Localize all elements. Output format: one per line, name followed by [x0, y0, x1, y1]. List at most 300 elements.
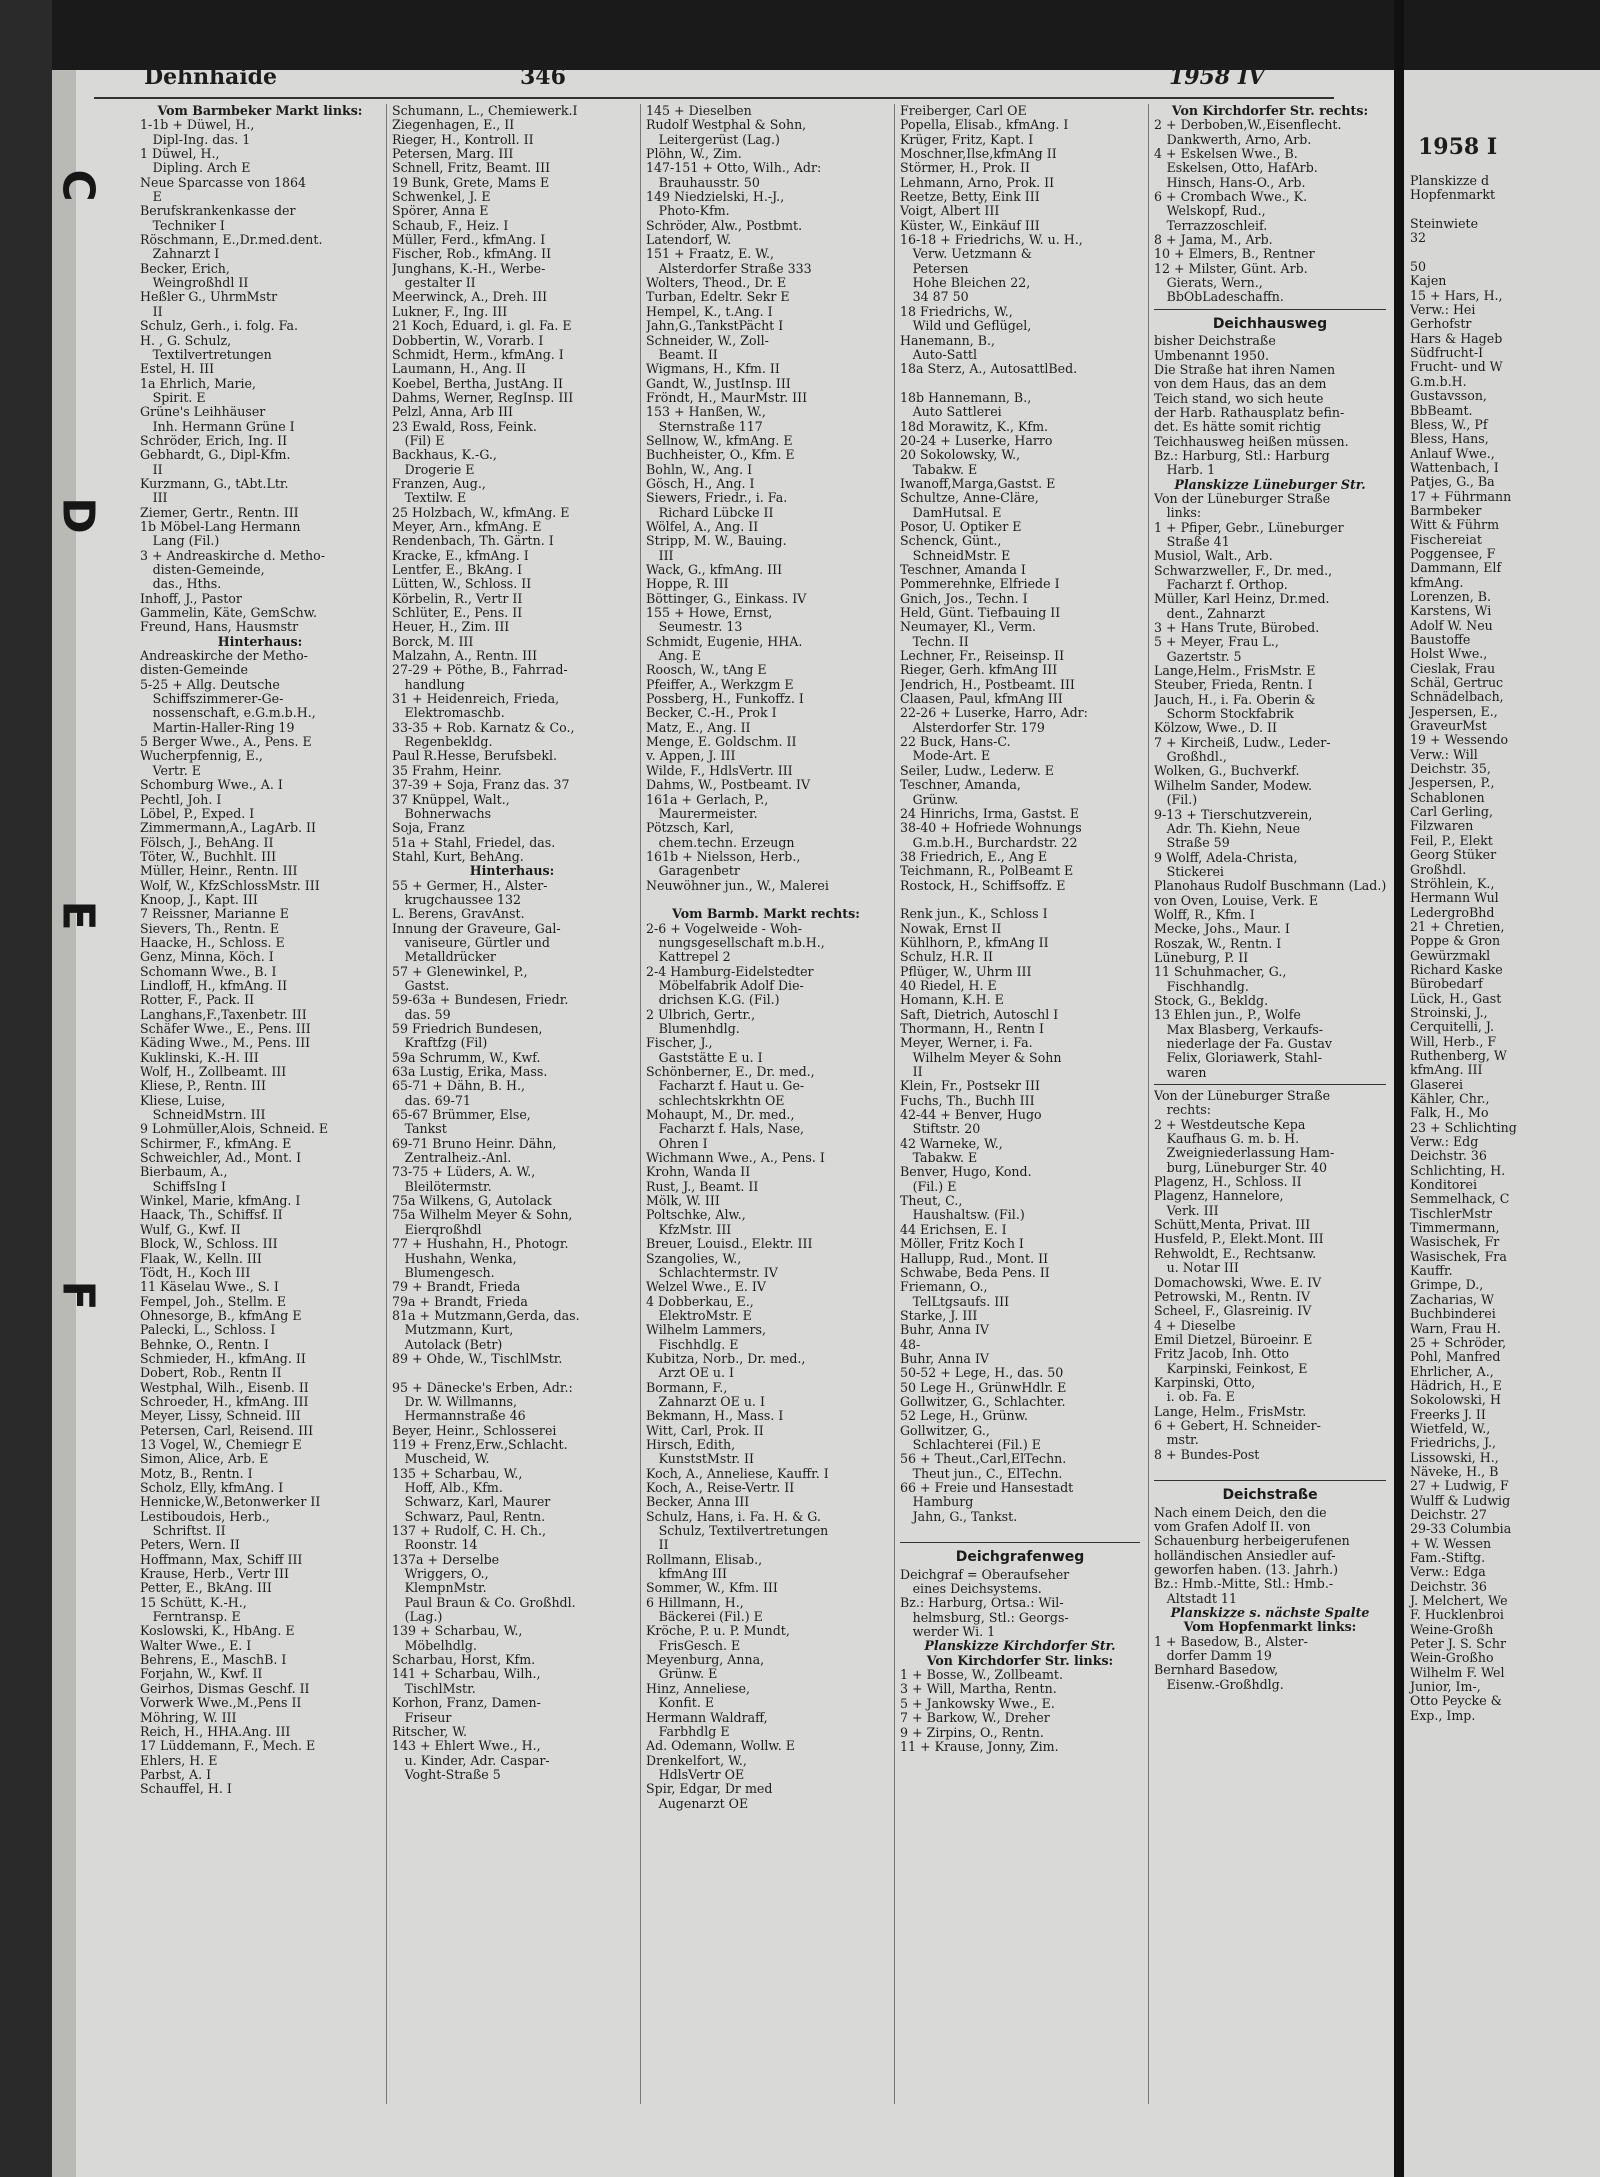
directory-entry: Schwarz, Karl, Maurer [392, 1495, 551, 1510]
directory-entry: Friseur [392, 1710, 452, 1725]
next-page-entry: Schablonen [1410, 789, 1485, 805]
directory-entry: Wucherpfennig, E., [140, 749, 263, 764]
directory-entry: 18d Morawitz, K., Kfm. [900, 419, 1049, 434]
directory-entry: Berufskrankenkasse der [140, 204, 296, 219]
directory-entry: Geirhos, Dismas Geschf. II [140, 1681, 310, 1696]
next-page-entry: Planskizze d [1410, 173, 1490, 188]
directory-entry: Deichgraf = Oberaufseher [900, 1567, 1070, 1582]
directory-entry: Grünw. E [646, 1667, 718, 1682]
book-gutter [1394, 0, 1404, 2177]
directory-entry: Wolff, R., Kfm. I [1154, 907, 1255, 922]
directory-entry: der Harb. Rathausplatz befin- [1154, 405, 1345, 420]
directory-entry: 3 + Hans Trute, Bürobed. [1154, 621, 1320, 636]
directory-entry: Schulz, H.R. II [900, 950, 993, 965]
directory-entry: Breuer, Louisd., Elektr. III [646, 1237, 813, 1252]
directory-entry: 79 + Brandt, Frieda [392, 1280, 521, 1295]
next-page-entry: Steinwiete [1410, 216, 1479, 232]
directory-entry: Mölk, W. III [646, 1194, 720, 1209]
directory-entry: Ferntransp. E [140, 1610, 241, 1625]
directory-entry: 13 Ehlen jun., P., Wolfe [1154, 1008, 1301, 1023]
next-page-entry: Otto Peycke & [1410, 1693, 1502, 1709]
directory-entry: Held, Günt. Tiefbauing II [900, 606, 1061, 621]
directory-entry: 20 Sokolowsky, W., [900, 448, 1021, 463]
directory-entry: Flaak, W., Kelln. III [140, 1251, 262, 1266]
directory-entry: Schmidt, Herm., kfmAng. I [392, 347, 564, 362]
directory-entry: 9 Wolff, Adela-Christa, [1154, 850, 1298, 865]
next-page-entry: Näveke, H., B [1410, 1463, 1499, 1479]
directory-entry: Lange,Helm., FrisMstr. E [1154, 664, 1316, 679]
directory-entry: Schaub, F., Heiz. I [392, 218, 509, 233]
next-page-entry: Poggensee, F [1410, 545, 1496, 561]
directory-entry: i. ob. Fa. E [1154, 1390, 1235, 1405]
street-section-title: Deichhausweg [1212, 315, 1328, 332]
directory-entry: Lukner, F., Ing. III [392, 304, 508, 319]
directory-entry: Hinterhaus: [217, 634, 303, 649]
directory-entry: 95 + Dänecke's Erben, Adr.: [392, 1380, 573, 1395]
directory-entry: Palecki, L., Schloss. I [140, 1323, 276, 1338]
directory-entry: Freiberger, Carl OE [900, 104, 1027, 118]
directory-entry: Domachowski, Wwe. E. IV [1154, 1275, 1322, 1290]
directory-entry: Koch, A., Anneliese, Kauffr. I [646, 1466, 829, 1481]
directory-entry: Becker, Erich, [140, 261, 230, 276]
directory-entry: Voigt, Albert III [900, 204, 1000, 219]
directory-entry: Blumenhdlg. [646, 1022, 740, 1036]
next-page-entry: Gewürzmakl [1410, 947, 1491, 963]
directory-entry: Petersen, Carl, Reisend. III [140, 1423, 314, 1438]
next-page-entry: Fischereiat [1410, 531, 1482, 547]
directory-entry: niederlage der Fa. Gustav [1154, 1037, 1333, 1051]
directory-entry: Genz, Minna, Köch. I [140, 950, 274, 965]
directory-entry: Farbhdlg E [646, 1724, 730, 1739]
directory-entry: Hermann Waldraff, [646, 1710, 768, 1725]
next-page-entry: LedergroBhd [1410, 904, 1495, 920]
directory-entry: Hirsch, Edith, [646, 1437, 736, 1452]
directory-entry: 65-71 + Dähn, B. H., [392, 1079, 525, 1094]
directory-entry: Franzen, Aug., [392, 476, 486, 491]
directory-entry: Knoop, J., Kapt. III [140, 892, 258, 907]
directory-entry: Gösch, H., Ang. I [646, 476, 755, 491]
next-page-entry: Hopfenmarkt [1410, 187, 1496, 203]
directory-entry: Terrazzoschleif. [1154, 218, 1268, 233]
directory-entry: Krohn, Wanda II [646, 1165, 751, 1180]
directory-entry: Roosch, W., tAng E [646, 663, 767, 678]
directory-entry: Schlachterei (Fil.) E [900, 1437, 1041, 1452]
directory-entry: 27-29 + Pöthe, B., Fahrrad- [392, 663, 568, 678]
next-page [1404, 70, 1600, 2177]
directory-entry: Wilhelm Lammers, [646, 1323, 767, 1338]
next-page-entry: BbBeamt. [1410, 402, 1473, 418]
directory-entry: Wolters, Theod., Dr. E [646, 276, 787, 291]
directory-entry: 155 + Howe, Ernst, [646, 606, 773, 621]
directory-entry: Eierqroßhdl [392, 1222, 482, 1237]
directory-entry: 38-40 + Hofriede Wohnungs [900, 821, 1082, 836]
directory-entry: Fröndt, H., MaurMstr. III [646, 390, 808, 405]
directory-entry: Gollwitzer, G., [900, 1423, 990, 1438]
directory-entry: Buchheister, O., Kfm. E [646, 448, 795, 463]
directory-entry: Wigmans, H., Kfm. II [646, 362, 780, 377]
directory-entry: ElektroMstr. E [646, 1308, 752, 1323]
directory-entry: Vom Barmb. Markt rechts: [672, 907, 860, 922]
next-page-entry: Schlichting, H. [1410, 1162, 1506, 1178]
next-page-entry: Wasischek, Fra [1410, 1248, 1507, 1264]
directory-entry: 145 + Dieselben [646, 104, 752, 118]
next-page-entry: Stroinski, J., [1410, 1004, 1488, 1020]
directory-column-3 [646, 104, 886, 1811]
next-page-entry: Kähler, Chr., [1410, 1091, 1490, 1106]
directory-entry: Wriggers, O., [392, 1567, 489, 1582]
directory-entry: Wilhelm Meyer & Sohn [900, 1050, 1062, 1065]
directory-entry: 18b Hannemann, B., [900, 390, 1032, 405]
directory-entry: BbObLadeschaffn. [1154, 290, 1284, 305]
column-divider [386, 104, 387, 2104]
directory-entry: Ad. Odemann, Wollw. E [646, 1739, 795, 1754]
next-page-header: 1958 I [1418, 134, 1498, 160]
directory-entry: 42-44 + Benver, Hugo [900, 1108, 1042, 1123]
directory-entry: Wolken, G., Buchverkf. [1154, 764, 1300, 779]
directory-entry: Von Kirchdorfer Str. rechts: [1171, 104, 1369, 118]
next-page-entry: Richard Kaske [1410, 961, 1503, 977]
directory-entry: Kliese, Luise, [140, 1093, 226, 1108]
directory-entry: Planohaus Rudolf Buschmann (Lad.) [1154, 879, 1386, 894]
directory-entry: Hinterhaus: [469, 864, 555, 879]
directory-entry: 18 Friedrichs, W., [900, 304, 1013, 319]
directory-entry: Auto-Sattl [900, 347, 977, 362]
directory-entry: Straße 59 [1154, 836, 1230, 851]
directory-entry: Kurzmann, G., tAbt.Ltr. [140, 476, 289, 491]
directory-entry: Sternstraße 117 [646, 419, 763, 434]
directory-entry: Gaststätte E u. I [646, 1050, 763, 1065]
directory-entry: Reetze, Betty, Eink III [900, 190, 1040, 205]
directory-entry: Homann, K.H. E [900, 993, 1004, 1008]
directory-entry: Von der Lüneburger Straße [1154, 491, 1331, 506]
next-page-entry: Jespersen, E., [1410, 703, 1498, 719]
directory-entry: Buhr, Anna IV [900, 1351, 990, 1366]
directory-entry: Kattrepel 2 [646, 950, 731, 965]
directory-entry: 33-35 + Rob. Karnatz & Co., [392, 720, 575, 735]
directory-entry: 6 + Gebert, H. Schneider- [1154, 1418, 1321, 1433]
next-page-entry: Schäl, Gertruc [1410, 675, 1504, 691]
map-reference: Planskizze Lüneburger Str. [1174, 477, 1366, 492]
directory-entry: bisher Deichstraße [1154, 334, 1276, 349]
directory-entry: Möbelhdlg. [392, 1638, 477, 1653]
directory-entry: 59 Friedrich Bundesen, [392, 1022, 543, 1036]
directory-entry: Popella, Elisab., kfmAng. I [900, 118, 1069, 133]
directory-entry: Ehlers, H. E [140, 1753, 218, 1768]
directory-entry: Bierbaum, A., [140, 1165, 228, 1180]
directory-entry: Müller, Ferd., kfmAng. I [392, 233, 546, 248]
directory-entry [646, 893, 886, 907]
directory-entry: kfmAng III [646, 1567, 728, 1582]
next-page-entry: Patjes, G., Ba [1410, 474, 1495, 490]
directory-entry: Rust, J., Beamt. II [646, 1179, 759, 1194]
directory-entry: vom Grafen Adolf II. von [1154, 1520, 1311, 1534]
directory-entry: 50-52 + Lege, H., das. 50 [900, 1366, 1064, 1381]
directory-entry: Bz.: Hmb.-Mitte, Stl.: Hmb.- [1154, 1577, 1334, 1592]
directory-entry: Hinz, Anneliese, [646, 1681, 750, 1696]
directory-entry: Sievers, Th., Rentn. E [140, 921, 280, 936]
directory-entry: Neuwöhner jun., W., Malerei [646, 878, 829, 893]
directory-entry: Theut jun., C., ElTechn. [900, 1466, 1063, 1481]
directory-entry: Kühlhorn, P., kfmAng II [900, 935, 1049, 950]
directory-entry: Vertr. E [140, 763, 201, 778]
directory-entry: 1b Möbel-Lang Hermann [140, 519, 301, 534]
directory-entry: Wilhelm Sander, Modew. [1154, 778, 1312, 793]
directory-entry: 153 + Hanßen, W., [646, 405, 766, 420]
directory-entry: Mutzmann, Kurt, [392, 1323, 514, 1338]
directory-entry: Textilw. E [392, 491, 467, 506]
directory-entry: Scheel, F., Glasreinig. IV [1154, 1304, 1312, 1319]
directory-entry: Friemann, O., [900, 1280, 988, 1295]
directory-entry: Bz.: Harburg, Stl.: Harburg [1154, 448, 1330, 463]
directory-entry: Bekmann, H., Mass. I [646, 1409, 784, 1424]
directory-entry: 2-6 + Vogelweide - Woh- [646, 921, 802, 936]
directory-entry: Schenck, Günt., [900, 534, 1002, 549]
directory-entry: Renk jun., K., Schloss I [900, 907, 1048, 922]
directory-entry: Starke, J. III [900, 1308, 978, 1323]
directory-entry: Dahms, Werner, RegInsp. III [392, 390, 574, 405]
directory-entry [900, 1524, 1140, 1538]
directory-entry: Lange, Helm., FrisMstr. [1154, 1404, 1307, 1419]
directory-entry: Garagenbetr [646, 864, 740, 879]
directory-entry: 19 Bunk, Grete, Mams E [392, 175, 550, 190]
directory-entry: 35 Frahm, Heinr. [392, 763, 502, 778]
directory-entry: Schwabe, Beda Pens. II [900, 1265, 1050, 1280]
directory-column-5 [1154, 104, 1386, 1692]
directory-entry: von dem Haus, das an dem [1154, 377, 1327, 392]
side-tab-strip [52, 70, 76, 2177]
next-page-entry: Deichstr. 36 [1410, 1148, 1487, 1164]
directory-entry: Plöhn, W., Zim. [646, 147, 742, 162]
directory-entry: Becker, Anna III [646, 1495, 750, 1510]
directory-entry: Schönberner, E., Dr. med., [646, 1065, 815, 1080]
directory-entry: Meyer, Werner, i. Fa. [900, 1036, 1033, 1051]
column-divider [640, 104, 641, 2104]
directory-entry: Beyer, Heinr., Schlosserei [392, 1423, 557, 1438]
directory-entry: Schroeder, H., kfmAng. III [140, 1394, 309, 1409]
directory-entry: Töter, W., Buchhlt. III [140, 849, 277, 864]
directory-entry: Hoppe, R. III [646, 577, 729, 592]
directory-entry: Schirmer, F., kfmAng. E [140, 1136, 292, 1151]
directory-entry: nossenschaft, e.G.m.b.H., [140, 706, 316, 721]
directory-entry: Alsterdorfer Straße 333 [646, 261, 812, 276]
next-page-entry: Warn, Frau H. [1410, 1320, 1501, 1336]
directory-entry: 9-13 + Tierschutzverein, [1154, 807, 1313, 822]
directory-entry: Walter Wwe., E. I [140, 1638, 252, 1653]
directory-entry: 31 + Heidenreich, Frieda, [392, 692, 560, 707]
directory-entry: Wölfel, A., Ang. II [646, 519, 759, 534]
directory-entry: Straße 41 [1154, 534, 1230, 549]
directory-entry: Sommer, W., Kfm. III [646, 1581, 778, 1596]
directory-entry: Ziemer, Gertr., Rentn. III [140, 505, 299, 520]
directory-entry: Mohaupt, M., Dr. med., [646, 1108, 795, 1123]
directory-entry: 137 + Rudolf, C. H. Ch., [392, 1524, 547, 1539]
next-page-entry: Junior, Im-, [1410, 1679, 1481, 1695]
directory-entry: 135 + Scharbau, W., [392, 1466, 523, 1481]
directory-entry: Gnich, Jos., Techn. I [900, 591, 1028, 606]
directory-entry: Estel, H. III [140, 362, 215, 377]
directory-entry: 1 + Pfiper, Gebr., Lüneburger [1154, 520, 1344, 535]
directory-entry: schlechtskrkhtn OE [646, 1093, 785, 1108]
directory-entry: chem.techn. Erzeugn [646, 835, 795, 850]
directory-entry: Gierats, Wern., [1154, 276, 1263, 291]
directory-entry: Zimmermann,A., LagArb. II [140, 821, 316, 836]
next-page-entry: Ehrlicher, A., [1410, 1363, 1494, 1379]
directory-entry: Gazertstr. 5 [1154, 649, 1242, 664]
directory-entry: Parbst, A. I [140, 1767, 212, 1782]
directory-entry: III [140, 491, 168, 506]
directory-entry: KfzMstr. III [646, 1222, 732, 1237]
directory-entry: Störmer, H., Prok. II [900, 161, 1030, 176]
directory-entry: Fischer, J., [646, 1036, 713, 1051]
directory-entry: Schulz, Hans, i. Fa. H. & G. [646, 1509, 821, 1524]
next-page-entry: Baustoffe [1410, 632, 1471, 647]
directory-entry: 151 + Fraatz, E. W., [646, 247, 775, 262]
directory-entry: KunststMstr. II [646, 1452, 755, 1467]
directory-entry: Welskopf, Rud., [1154, 204, 1266, 219]
directory-entry: Schomburg Wwe., A. I [140, 778, 283, 793]
directory-entry: Wulf, G., Kwf. II [140, 1222, 241, 1237]
directory-entry [1154, 1462, 1386, 1476]
directory-entry: Fritz Jacob, Inh. Otto [1154, 1347, 1289, 1362]
directory-entry: Block, W., Schloss. III [140, 1237, 278, 1252]
next-page-entry: Will, Herb., F [1410, 1033, 1497, 1049]
directory-entry: Stiftstr. 20 [900, 1122, 981, 1137]
directory-entry: Metalldrücker [392, 950, 496, 965]
directory-entry: Korhon, Franz, Damen- [392, 1696, 541, 1711]
next-page-entry: kfmAng. [1410, 574, 1464, 590]
directory-entry: Schulz, Gerh., i. folg. Fa. [140, 319, 298, 334]
directory-entry: Teichmann, R., PolBeamt E [900, 864, 1074, 879]
next-page-entry: Grimpe, D., [1410, 1277, 1484, 1293]
next-page-entry: Bless, Hans, [1410, 431, 1489, 447]
directory-entry: Malzahn, A., Rentn. III [392, 649, 538, 664]
next-page-entry: Anlauf Wwe., [1410, 445, 1495, 461]
directory-entry: 22-26 + Luserke, Harro, Adr: [900, 706, 1088, 721]
directory-entry: Lüneburg, P. II [1154, 950, 1249, 965]
side-tab-letter: C [52, 169, 104, 202]
directory-entry: Nowak, Ernst II [900, 921, 1002, 936]
directory-entry: Möhring, W. III [140, 1710, 237, 1725]
directory-entry: Junghans, K.-H., Werbe- [392, 261, 546, 276]
street-heading: Dehnhaide [144, 64, 278, 90]
directory-entry: 7 + Kircheiß, Ludw., Leder- [1154, 735, 1331, 750]
directory-entry: werder Wi. 1 [900, 1625, 996, 1640]
directory-entry: Gammelin, Käte, GemSchw. [140, 606, 318, 621]
directory-entry: Iwanoff,Marga,Gastst. E [900, 476, 1056, 491]
directory-entry: TelLtgsaufs. III [900, 1294, 1010, 1309]
directory-entry: Nach einem Deich, den die [1154, 1505, 1327, 1520]
next-page-entry: 25 + Schröder, [1410, 1334, 1507, 1350]
next-page-entry: Frucht- und W [1410, 359, 1503, 375]
directory-entry: Borck, M. III [392, 634, 474, 649]
directory-entry: Haushaltsw. (Fil.) [900, 1208, 1025, 1223]
directory-entry: Vom Hopfenmarkt links: [1183, 1620, 1357, 1635]
directory-entry: Großhdl., [1154, 750, 1227, 765]
directory-entry: Schiffszimmerer-Ge- [140, 692, 284, 707]
next-page-entry: Lissowski, H., [1410, 1449, 1499, 1465]
directory-entry: vaniseure, Gürtler und [392, 935, 550, 950]
directory-entry: Roonstr. 14 [392, 1538, 478, 1553]
directory-entry: Neue Sparcasse von 1864 [140, 175, 307, 190]
directory-entry: 34 87 50 [900, 290, 969, 305]
directory-entry: 8 + Jama, M., Arb. [1154, 233, 1273, 248]
next-page-entry: Hädrich, H., E [1410, 1377, 1502, 1393]
directory-entry: 18a Sterz, A., AutosattlBed. [900, 362, 1078, 377]
directory-entry: Die Straße hat ihren Namen [1154, 362, 1336, 377]
directory-entry: SchneidMstr. E [900, 548, 1011, 563]
directory-entry: Schütt,Menta, Privat. III [1154, 1218, 1311, 1233]
directory-entry: Inh. Hermann Grüne I [140, 419, 295, 434]
directory-entry: Hempel, K., t.Ang. I [646, 304, 773, 319]
directory-entry: Weingroßhdl II [140, 276, 249, 291]
directory-entry: Lütten, W., Schloss. II [392, 577, 532, 592]
directory-entry: 1 + Bosse, W., Zollbeamt. [900, 1668, 1063, 1683]
directory-entry: Dahms, W., Postbeamt. IV [646, 778, 811, 793]
next-page-entry: Bless, W., Pf [1410, 416, 1488, 432]
next-page-entry: 50 [1410, 259, 1427, 275]
directory-entry: Matz, E., Ang. II [646, 720, 751, 735]
directory-entry: Simon, Alice, Arb. E [140, 1452, 269, 1467]
directory-entry: Auto Sattlerei [900, 405, 1002, 420]
directory-entry: E [140, 190, 162, 205]
directory-entry: 11 Käselau Wwe., S. I [140, 1280, 279, 1295]
directory-entry: Bernhard Basedow, [1154, 1663, 1279, 1678]
directory-entry: Hallupp, Rud., Mont. II [900, 1251, 1049, 1266]
directory-entry: 40 Riedel, H. E [900, 978, 997, 993]
directory-entry: 6 Hillmann, H., [646, 1595, 744, 1610]
directory-entry: 75a Wilhelm Meyer & Sohn, [392, 1208, 573, 1223]
directory-entry: Leitergerüst (Lag.) [646, 132, 780, 147]
directory-entry: Benver, Hugo, Kond. [900, 1165, 1032, 1180]
next-page-entry: Wilhelm F. Wel [1410, 1664, 1505, 1680]
directory-entry: Gebhardt, G., Dipl-Kfm. [140, 448, 291, 463]
directory-entry: 2-4 Hamburg-Eidelstedter [646, 964, 814, 979]
next-page-entry: Verw.: Edg [1410, 1134, 1479, 1150]
directory-entry: Mode-Art. E [900, 749, 991, 764]
directory-entry: Koebel, Bertha, JustAng. II [392, 376, 563, 391]
directory-entry: Möller, Fritz Koch I [900, 1237, 1024, 1252]
directory-entry: 37-39 + Soja, Franz das. 37 [392, 778, 570, 793]
directory-entry: Bormann, F., [646, 1380, 728, 1395]
directory-entry: Dobbertin, W., Vorarb. I [392, 333, 544, 348]
directory-entry: krugchaussee 132 [392, 892, 522, 907]
next-page-entry: Timmermann, [1410, 1220, 1500, 1236]
directory-entry: TischlMstr. [392, 1681, 476, 1696]
directory-entry: Facharzt f. Haut u. Ge- [646, 1079, 805, 1094]
directory-entry: Schwarzweller, F., Dr. med., [1154, 563, 1333, 578]
next-page-entry: Bürobedarf [1410, 976, 1483, 992]
directory-entry: holländischen Ansiedler auf- [1154, 1548, 1336, 1563]
directory-entry: Autolack (Betr) [392, 1337, 503, 1352]
directory-entry: 5 + Meyer, Frau L., [1154, 635, 1279, 650]
directory-entry: Pötzsch, Karl, [646, 821, 734, 836]
directory-entry: 69-71 Bruno Heinr. Dähn, [392, 1136, 557, 1151]
directory-entry: Lindloff, H., kfmAng. II [140, 978, 288, 993]
next-page-entry: Carl Gerling, [1410, 804, 1493, 820]
directory-entry: Müller, Heinr., Rentn. III [140, 864, 298, 879]
directory-entry: Buhr, Anna IV [900, 1323, 990, 1338]
directory-entry: 37 Knüppel, Walt., [392, 792, 510, 807]
directory-entry: Haack, Th., Schiffsf. II [140, 1208, 283, 1223]
directory-entry: Steuber, Frieda, Rentn. I [1154, 678, 1313, 693]
next-page-entry: + W. Wessen [1410, 1535, 1492, 1551]
directory-entry: rechts: [1154, 1103, 1211, 1118]
directory-entry: 20-24 + Luserke, Harro [900, 433, 1053, 448]
directory-entry: Umbenannt 1950. [1154, 348, 1270, 363]
directory-entry: Schneider, W., Zoll- [646, 333, 769, 348]
year-marker: 1958 IV [1169, 64, 1266, 90]
directory-column-1 [140, 104, 380, 1797]
